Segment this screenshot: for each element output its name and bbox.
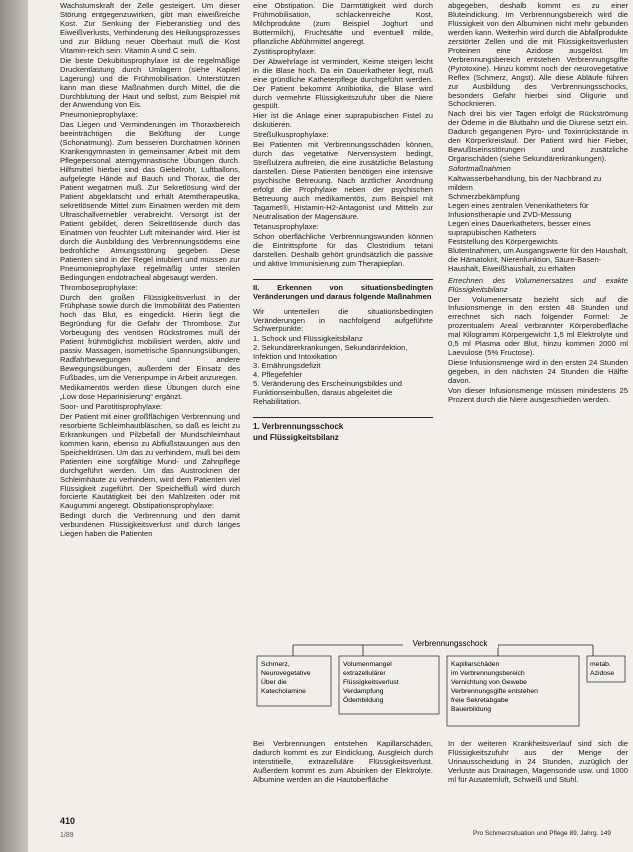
- list-item: 5. Veränderung des Erscheinungsbildes und Funktionseinbußen, daraus abgeleitet die Rehabilitation.: [253, 379, 403, 407]
- list-item: 3. Ernährungsdefizit: [253, 361, 321, 371]
- shock-diagram: [253, 634, 628, 734]
- column-middle-bottom: [253, 740, 433, 840]
- subheading: Sofortmaßnahmen: [448, 164, 511, 174]
- column-middle: [253, 2, 433, 502]
- subheading: Errechnen des Volumenersatzes und exakte Flüssigkeitsbilanz: [448, 275, 628, 294]
- paragraph: Medikamentös werden diese Übungen durch eine „Low dose Heparinisierung“ ergänzt.: [60, 383, 240, 401]
- paragraph: Bei Patienten mit Verbrennungsschäden können, durch das vegetative Nervensystem bedingt, Streßulzera auftreten, die eine zusätzliche Belastung darstellen. Diese Patienten benötigen eine intensive psychische Betreuung. Nach ärztlicher Anordnung erfolgt die Prophylaxe neben der psychischen Betreuung auch medikamentös, zum Beispiel mit Tagamet®, Histamin-H2-Antagonist und Mitteln zur Neutralisation der Magensäure.: [253, 140, 433, 221]
- list-item: Kaltwasserbehandlung, bis der Nachbrand zu mildern: [448, 174, 602, 193]
- list-item: 2. Sekundärerkrankungen, Sekundärinfektion, Infektion und Intoxikation: [253, 343, 408, 362]
- page-number: 410: [60, 816, 76, 826]
- diagram-box-text: Volumenmangel extrazellulärer Flüssigkeitsverlust Verdampfung Ödembildung: [343, 661, 399, 704]
- list-item: Blutentnahmen, um Ausgangswerte für den Haushalt, die Hämatokrit, Nierenfunktion, Säure-Basen-Haushalt, Eiweißhaushalt, zu erhalten: [448, 245, 628, 273]
- paragraph: Bei Verbrennungen entstehen Kapillarschäden, dadurch kommt es zur Eindickung, Ausgleich durch interstitielle, extrazelluläre Flüssigkeitsverlust. Außerdem kommt es zum Absinken der Elektrolyte. Albumine werden an die Hautoberfläche: [253, 740, 433, 784]
- box-title: 1. Verbrennungsschock: [253, 422, 344, 432]
- diagram-box-text: metab. Azidose: [590, 661, 615, 677]
- diagram-box-text: Kapillarschäden im Verbrennungsbereich Vernichtung von Gewebe Verbrennungsgifte entstehen freie Sekretabgabe Bauerbildung: [451, 661, 538, 713]
- paragraph: Wir unterteilen die situationsbedingten Veränderungen in nachfolgend aufgeführte Schwerpunkte:: [253, 306, 433, 334]
- diagram-box-text: Schmerz, Neurovegetative Über die Katecholamine: [261, 661, 311, 695]
- paragraph: Der Abwehrlage ist vermindert, Keime steigen leicht in die Blase hoch. Da ein Dauerkatheter liegt, muß eine gründliche Katheterpflege durchgeführt werden. Der Patient bekommt Antibiotika, die Blase wird durch vermehrte Flüssigkeitszufuhr über die Niere gespült.: [253, 56, 433, 111]
- subheading: Thromboseprophylaxe:: [60, 282, 138, 292]
- issue-number: 1/89: [60, 832, 74, 839]
- paragraph: Nach drei bis vier Tagen erfolgt die Rückströmung der Ödeme in die Blutbahn und die Diurese setzt ein. Dadurch gegangenen Pyro- und Toxinrückstände in den Körperkreislauf. Der Patient wird hier Fieber, Bewußtseinsstörungen und zusätzliche Organschäden (siehe Sekundärerkrankungen).: [448, 109, 628, 164]
- subheading: Tetanusprophylaxe:: [253, 221, 319, 231]
- list-item: Schmerzbekämpfung: [448, 192, 520, 202]
- column-right: [448, 2, 628, 622]
- paragraph: eine Obstipation. Die Darmtätigkeit wird durch Frühmobilisation, schlackenreiche Kost, Milchprodukte (zum Beispiel Joghurt und Buttermilch), Fruchtsäfte und eventuell milde, pflanzliche Abführmittel angeregt.: [253, 2, 433, 46]
- paragraph: Der Volumenersatz bezieht sich auf die Infusionsmenge in den ersten 48 Stunden und errechnet sich nach folgender Formel: Je prozentualem Areal verbrannter Körperoberfläche mal Kilogramm Körpergewicht 1,5 ml Elektrolyte und 0,5 ml Plasma oder Blut, hinzu kommen 2000 ml Laevulose (5% Fructose).: [448, 294, 628, 358]
- paragraph: Das Liegen und Verminderungen im Thoraxbereich beeinträchtigen die Belüftung der Lunge (Schonatmung). Zum besseren Durchatmen können Krankengymnasten in gemeinsamer Arbeit mit dem Pflegepersonal atemgymnastische Übungen durch. Hilfsmittel hierbei sind das Giebelrohr, Luftballons, aufgelegte Hände auf Bauch und Thorax, die der Patient wegatmen muß. Zur Sekretlösung wird der Patient abgeklatscht und erhält Atemtherapeutika, sekretlösende Mittel zum Einatmen werden mit dem Ultraschallvernebler verabreicht. Versorgt ist der Patient gebildet, deren Sekretlösende durch das Einatmen von feuchter Luft miteinander wird. Hier ist durch die Ausbildung des Verbrennungsödems eine bedrohliche Atmungsstörung gegeben. Diese Patienten sind in der Regel intubiert und müssen zur Pneumonieprophylaxe regelmäßig unter sterilen Bedingungen endotracheal abgesaugt werden.: [60, 120, 240, 282]
- list: [448, 175, 628, 273]
- subheading: Soor- und Parotitisprophylaxe:: [60, 401, 163, 411]
- section-rule: [253, 279, 433, 280]
- paragraph: Schon oberflächliche Verbrennungswunden können die Eintrittspforte für das Clostridium tetani darstellen. Deshalb gehört grundsätzlich die passive und aktive Immunisierung zum Therapieplan.: [253, 231, 433, 268]
- box-title: und Flüssigkeitsbilanz: [253, 432, 339, 442]
- paragraph: Hier ist die Anlage einer suprapubischen Fistel zu diskutieren.: [253, 111, 433, 130]
- paragraph: Von dieser Infusionsmenge müssen mindestens 25 Prozent durch die Niere ausgeschieden werden.: [448, 386, 628, 404]
- diagram-box: [587, 656, 625, 682]
- paragraph: Durch den großen Flüssigkeitsverlust in der Frühphase sowie durch die Immobilität des Patienten hoch das Blut, es eingedickt. Hierin liegt die Begründung für die Gefahr der Thrombose. Zur Vorbeugung des venösen Rückstromes muß der Patient frühmöglichst mobilisiert werden, aktiv und passiv. Massagen, isometrische Spannungsübungen, Radfahrbewegungen und andere Bewegungsübungen, außerdem der Einsatz des Fußbades, um die Venenpumpe in Arbeit anzuregen.: [60, 292, 240, 383]
- list: [253, 335, 433, 407]
- document-page: [28, 0, 633, 852]
- subheading: Zystitisprophylaxe:: [253, 46, 316, 56]
- list-item: Legen eines zentralen Venenkatheters für Infusionstherapie und ZVD-Messung: [448, 200, 589, 219]
- list-item: Legen eines Dauerkatheters, besser eines suprapubischen Katheters: [448, 218, 591, 237]
- paragraph: Wachstumskraft der Zelle gesteigert. Um dieser Störung entgegenzuwirken, gibt man eiweißreiche Kost. Zur Senkung der Fieberanstieg und des Eiweißverlusts, Verhinderung des Heilungsprozesses und zur Bildung neuer Oberhaut muß die Kost Vitamin-reich sein: Vitamin A und C sein.: [60, 2, 240, 55]
- paragraph: Bedingt durch die Verbrennung und den damit verbundenen Flüssigkeitsverlust und durch langes Liegen haben die Patienten: [60, 511, 240, 539]
- section-rule: [253, 417, 433, 418]
- diagram-title: Verbrennungsschock: [412, 639, 488, 648]
- page-gutter-shadow: [0, 0, 28, 852]
- list-item: 4. Pflegefehler: [253, 370, 302, 380]
- paragraph: abgegeben, deshalb kommt es zu einer Bluteindickung. Im Verbrennungsbereich wird die Flüssigkeit von den Albuminen nicht mehr gebunden werden kann. Weiterhin wird durch die Abfallprodukte zerstörter Zellen und die mit Flüssigkeitsverlusten Proteinen eine Azidose ausgelöst. Im Verbrennungsbereich entstehen Verbrennungsgifte (Pyrotoxine). Hinzu kommt noch der neurovegetative Reflex (Schmerz, Angst). Alle diese Abläufe führen zur Ausbildung des Verbrennungsschocks, besonders Gefahr hierbei sind Oligurie und Schocknieren.: [448, 2, 628, 109]
- column-left: [60, 2, 240, 732]
- subheading: Pneumonieprophylaxe:: [60, 110, 138, 120]
- list-item: 1. Schock und Flüssigkeitsbilanz: [253, 334, 363, 344]
- list-item: Feststellung des Körpergewichts: [448, 236, 558, 246]
- paragraph: Der Patient mit einer großflächigen Verbrennung und resorbierte Schleimhautbläschen, so daß es leicht zu Erkrankungen und Pilzbefall der Mundschleimhaut kommen kann, ebenso zu Abflußstauungen aus den Speicheldrüsen. Um das zu verhindern, muß bei dem Patienten eine sorgfältige Mund- und Zahnpflege durchgeführt werden. Um das Austrocknen der Schleimhäute zu verhindern, wird dem Patienten viel Flüssigkeit zugeführt. Der Speichelfluß wird durch forcierte Kautätigkeit bei den Mahlzeiten oder mit Kaugummi angeregt. Obstipationsprophylaxe:: [60, 411, 240, 511]
- journal-footer: Pro Schmerzsituation und Pflege 89, Jahrg. 149: [473, 830, 612, 837]
- paragraph: Die beste Dekubitusprophylaxe ist die regelmäßige Druckentlastung durch Umlagern (siehe Kapitel Lagerung) und die Frühmobilisation. Unterstützen kann man diese Maßnahmen durch Mittel, die die Durchblutung der Haut und selbst, zum Beispiel mit der Anwendung von Eis.: [60, 55, 240, 110]
- section-title: II. Erkennen von situationsbedingten Veränderungen und daraus folgende Maßnahmen: [253, 282, 433, 301]
- paragraph: In der weiteren Krankheitsverlauf sind sich die Flüssigkeitszufuhr aus der Menge der Urinausscheidung in 24 Stunden, zuzüglich der Verluste aus Drainagen, Magensonde usw. und 1000 ml für Ausatemluft, Schweiß und Stuhl.: [448, 740, 628, 784]
- column-right-bottom: [448, 740, 628, 840]
- paragraph: Diese Infusionsmenge wird in den ersten 24 Stunden gegeben, in den nächsten 24 Stunden die Hälfte davon.: [448, 358, 628, 386]
- subheading: Streßulkusprophylaxe:: [253, 130, 329, 140]
